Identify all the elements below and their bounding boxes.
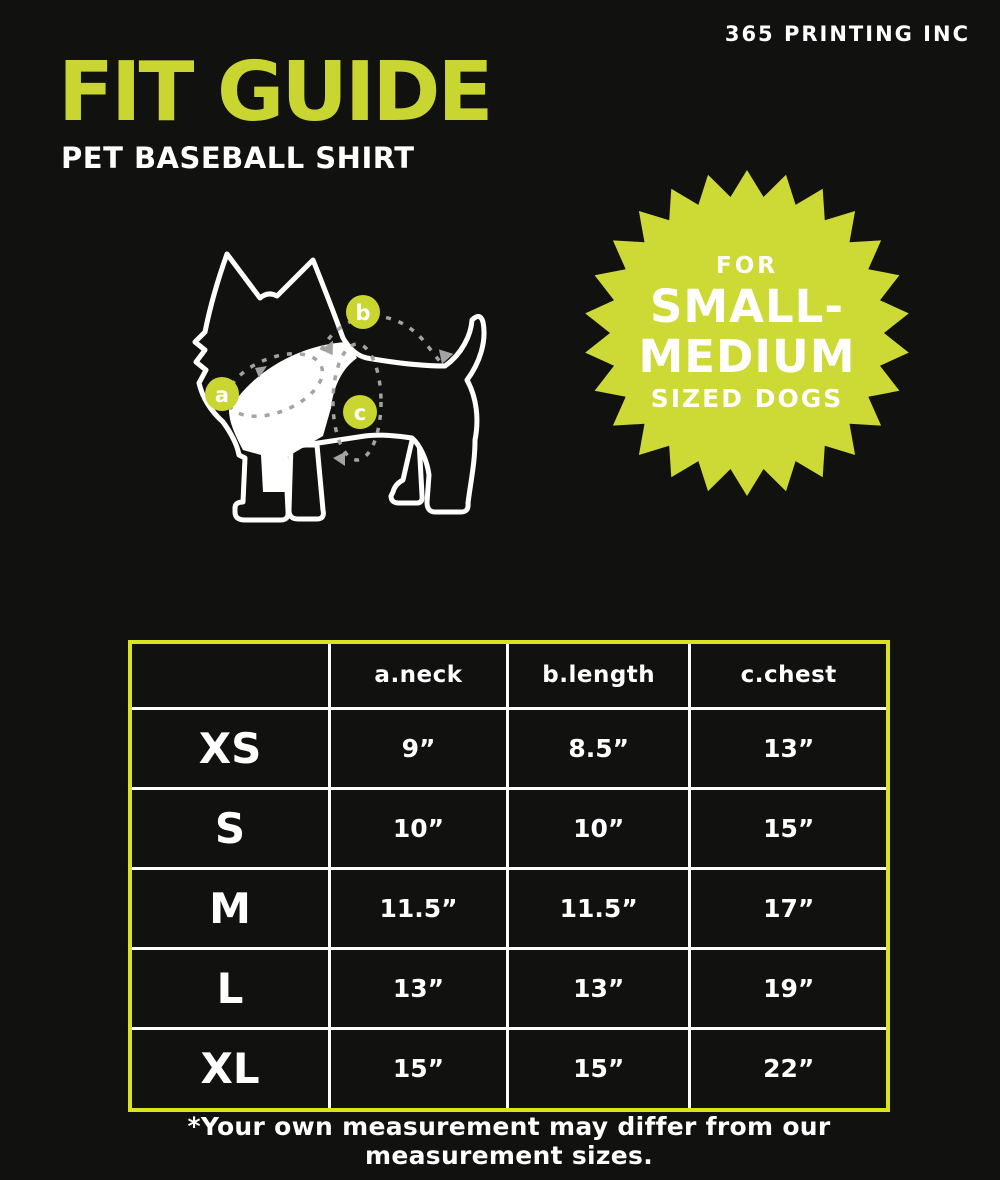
size-label-l: L	[132, 948, 330, 1028]
table-row	[132, 1028, 886, 1108]
l-length: 13”	[507, 948, 689, 1028]
xs-neck: 9”	[330, 708, 508, 788]
badge-text	[582, 168, 912, 498]
badge-line-3: MEDIUM	[638, 330, 856, 383]
marker-c	[343, 395, 377, 429]
header-length: b.length	[507, 644, 689, 708]
dog-measurement-diagram	[165, 240, 525, 540]
s-neck: 10”	[330, 788, 508, 868]
dog-illustration	[165, 240, 525, 540]
size-label-m: M	[132, 868, 330, 948]
table-row	[132, 788, 886, 868]
l-neck: 13”	[330, 948, 508, 1028]
m-length: 11.5”	[507, 868, 689, 948]
size-label-xs: XS	[132, 708, 330, 788]
l-chest: 19”	[690, 948, 886, 1028]
marker-a-label: a	[214, 383, 230, 407]
table-row	[132, 948, 886, 1028]
table-header-row	[132, 644, 886, 708]
table-row	[132, 708, 886, 788]
badge-line-1: FOR	[716, 253, 778, 279]
badge-line-4: SIZED DOGS	[650, 384, 844, 413]
marker-b-label: b	[355, 301, 371, 325]
s-chest: 15”	[690, 788, 886, 868]
brand-name: 365 PRINTING INC	[724, 22, 970, 46]
size-label-xl: XL	[132, 1028, 330, 1108]
marker-b	[346, 295, 380, 329]
page-subtitle: PET BASEBALL SHIRT	[61, 141, 415, 175]
marker-c-label: c	[353, 401, 367, 425]
header-neck: a.neck	[330, 644, 508, 708]
measurement-disclaimer: *Your own measurement may differ from our measurement sizes.	[187, 1112, 831, 1170]
header-chest: c.chest	[690, 644, 886, 708]
dog-far-front-leg	[289, 445, 323, 519]
xl-chest: 22”	[690, 1028, 886, 1108]
size-badge	[582, 168, 912, 498]
size-table-container	[128, 640, 890, 1112]
marker-a	[205, 377, 239, 411]
table-row	[132, 868, 886, 948]
size-table	[132, 644, 886, 1108]
xs-length: 8.5”	[507, 708, 689, 788]
page-title: FIT GUIDE	[58, 45, 491, 140]
s-length: 10”	[507, 788, 689, 868]
size-label-s: S	[132, 788, 330, 868]
xs-chest: 13”	[690, 708, 886, 788]
badge-line-2: SMALL-	[649, 280, 845, 333]
header-size-blank	[132, 644, 330, 708]
m-chest: 17”	[690, 868, 886, 948]
xl-neck: 15”	[330, 1028, 508, 1108]
xl-length: 15”	[507, 1028, 689, 1108]
m-neck: 11.5”	[330, 868, 508, 948]
dog-body-outline	[195, 254, 484, 520]
